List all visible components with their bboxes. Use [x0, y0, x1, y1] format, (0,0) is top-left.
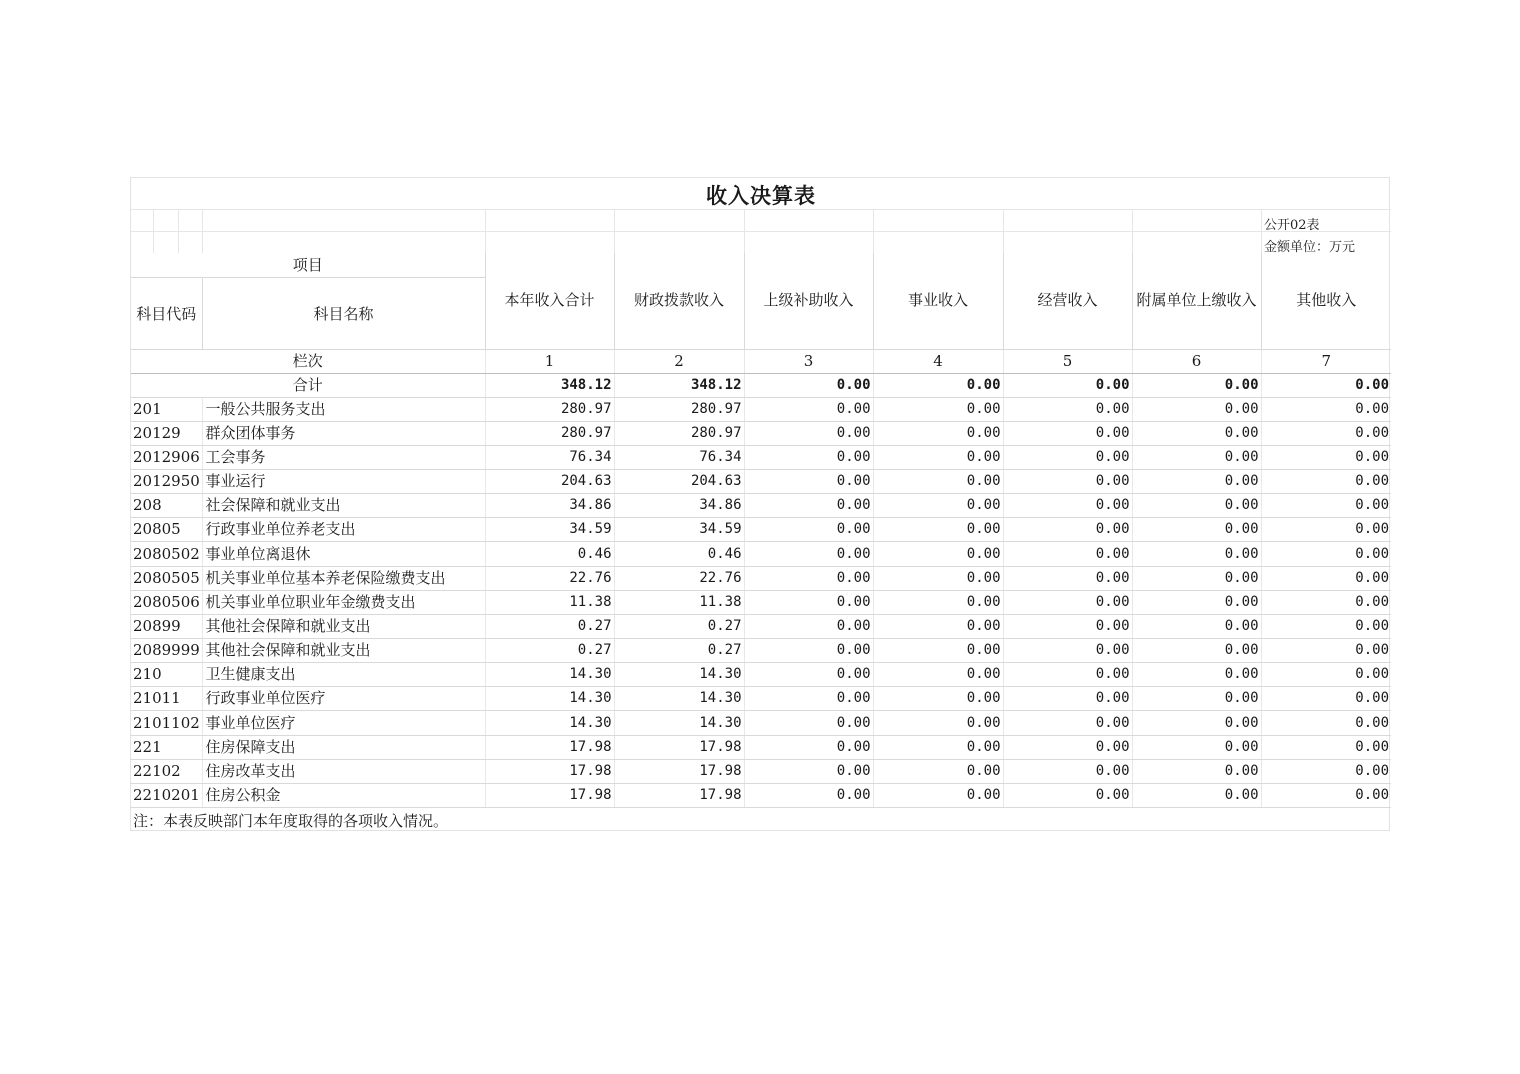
amount-cell: 14.30 [485, 687, 614, 711]
amount-cell: 0.00 [1132, 421, 1261, 445]
table-row [131, 663, 1391, 687]
column-index: 1 [485, 349, 614, 373]
table-row [131, 735, 1391, 759]
amount-cell: 22.76 [485, 566, 614, 590]
subject-name: 其他社会保障和就业支出 [202, 614, 485, 638]
amount-cell: 0.00 [873, 639, 1003, 663]
amount-cell: 0.00 [873, 494, 1003, 518]
amount-cell: 0.00 [1261, 470, 1391, 494]
total-row [131, 373, 1391, 397]
amount-cell: 0.00 [873, 518, 1003, 542]
amount-cell: 0.00 [1003, 445, 1132, 469]
amount-cell: 0.00 [1003, 590, 1132, 614]
amount-cell: 0.00 [1261, 518, 1391, 542]
amount-cell: 0.00 [1132, 445, 1261, 469]
header-col-5: 经营收入 [1003, 253, 1132, 349]
amount-cell: 0.00 [1261, 759, 1391, 783]
subject-code: 2080506 [131, 590, 202, 614]
amount-cell: 0.00 [744, 566, 873, 590]
amount-cell: 0.00 [1261, 445, 1391, 469]
subject-name: 机关事业单位职业年金缴费支出 [202, 590, 485, 614]
page-title: 收入决算表 [706, 184, 816, 208]
amount-cell: 0.00 [744, 663, 873, 687]
amount-cell: 0.00 [1132, 397, 1261, 421]
grid-line [153, 209, 154, 253]
subject-name: 住房保障支出 [202, 735, 485, 759]
amount-cell: 0.00 [1261, 566, 1391, 590]
amount-cell: 0.00 [873, 711, 1003, 735]
total-value: 348.12 [485, 373, 614, 397]
amount-cell: 17.98 [485, 783, 614, 807]
table-row [131, 687, 1391, 711]
amount-cell: 17.98 [614, 783, 744, 807]
amount-cell: 0.00 [1003, 566, 1132, 590]
header-col-6: 附属单位上缴收入 [1132, 253, 1261, 349]
column-index-label: 栏次 [131, 349, 485, 373]
amount-cell: 76.34 [614, 445, 744, 469]
column-index: 4 [873, 349, 1003, 373]
grid-line [178, 209, 179, 253]
amount-cell: 0.00 [873, 566, 1003, 590]
amount-cell: 0.00 [1261, 783, 1391, 807]
table-row [131, 759, 1391, 783]
subject-code: 221 [131, 735, 202, 759]
subject-name: 事业运行 [202, 470, 485, 494]
table-row [131, 445, 1391, 469]
table-row [131, 518, 1391, 542]
grid-line [873, 209, 874, 253]
amount-cell: 17.98 [485, 759, 614, 783]
amount-cell: 0.00 [873, 445, 1003, 469]
amount-cell: 0.27 [485, 639, 614, 663]
amount-cell: 0.00 [1003, 494, 1132, 518]
amount-cell: 0.00 [1261, 494, 1391, 518]
table-row [131, 494, 1391, 518]
amount-cell: 0.00 [1003, 639, 1132, 663]
amount-cell: 0.46 [485, 542, 614, 566]
amount-cell: 11.38 [485, 590, 614, 614]
header-col-2: 财政拨款收入 [614, 253, 744, 349]
amount-cell: 0.00 [1003, 470, 1132, 494]
subject-name: 一般公共服务支出 [202, 397, 485, 421]
income-table [131, 253, 1391, 808]
subject-code: 2080505 [131, 566, 202, 590]
amount-cell: 0.00 [744, 494, 873, 518]
amount-cell: 0.00 [744, 711, 873, 735]
amount-cell: 34.86 [614, 494, 744, 518]
amount-cell: 0.00 [1261, 614, 1391, 638]
amount-cell: 0.00 [873, 397, 1003, 421]
grid-line [1261, 209, 1262, 253]
amount-cell: 0.00 [1003, 711, 1132, 735]
amount-cell: 0.00 [1132, 639, 1261, 663]
subject-code: 2080502 [131, 542, 202, 566]
total-value: 0.00 [873, 373, 1003, 397]
amount-cell: 0.00 [1261, 711, 1391, 735]
amount-cell: 0.00 [744, 687, 873, 711]
grid-line [1132, 209, 1133, 253]
amount-cell: 0.00 [744, 542, 873, 566]
subject-code: 21011 [131, 687, 202, 711]
amount-cell: 0.00 [873, 470, 1003, 494]
amount-cell: 14.30 [614, 711, 744, 735]
amount-cell: 0.00 [744, 518, 873, 542]
amount-cell: 0.00 [744, 639, 873, 663]
amount-cell: 0.00 [1261, 590, 1391, 614]
form-number: 公开02表 [1264, 218, 1320, 233]
amount-cell: 14.30 [614, 687, 744, 711]
subject-code: 210 [131, 663, 202, 687]
table-row [131, 542, 1391, 566]
amount-cell: 14.30 [485, 711, 614, 735]
amount-cell: 0.00 [1003, 614, 1132, 638]
amount-cell: 0.00 [1132, 759, 1261, 783]
table-row [131, 470, 1391, 494]
amount-cell: 0.00 [873, 687, 1003, 711]
header-code: 科目代码 [131, 277, 202, 349]
amount-cell: 0.00 [873, 542, 1003, 566]
amount-cell: 0.00 [1132, 735, 1261, 759]
amount-cell: 0.00 [873, 421, 1003, 445]
table-row [131, 566, 1391, 590]
amount-cell: 280.97 [614, 421, 744, 445]
amount-cell: 14.30 [485, 663, 614, 687]
table-row [131, 783, 1391, 807]
table-row [131, 711, 1391, 735]
amount-cell: 0.00 [1132, 590, 1261, 614]
amount-cell: 280.97 [485, 421, 614, 445]
amount-cell: 204.63 [614, 470, 744, 494]
amount-cell: 280.97 [485, 397, 614, 421]
amount-cell: 22.76 [614, 566, 744, 590]
amount-cell: 17.98 [614, 735, 744, 759]
amount-cell: 0.00 [1261, 397, 1391, 421]
amount-cell: 0.00 [1261, 639, 1391, 663]
header-item: 项目 [131, 253, 485, 277]
amount-cell: 0.00 [744, 735, 873, 759]
amount-cell: 11.38 [614, 590, 744, 614]
amount-cell: 34.86 [485, 494, 614, 518]
column-index: 3 [744, 349, 873, 373]
amount-cell: 0.00 [1132, 494, 1261, 518]
amount-cell: 0.00 [1132, 470, 1261, 494]
amount-cell: 0.00 [1003, 687, 1132, 711]
amount-cell: 17.98 [485, 735, 614, 759]
amount-cell: 0.00 [1003, 397, 1132, 421]
subject-name: 机关事业单位基本养老保险缴费支出 [202, 566, 485, 590]
subject-name: 群众团体事务 [202, 421, 485, 445]
header-col-3: 上级补助收入 [744, 253, 873, 349]
column-index: 7 [1261, 349, 1391, 373]
total-value: 0.00 [1003, 373, 1132, 397]
amount-cell: 0.00 [744, 590, 873, 614]
total-value: 0.00 [1261, 373, 1391, 397]
amount-cell: 0.00 [1003, 783, 1132, 807]
amount-cell: 34.59 [485, 518, 614, 542]
total-value: 0.00 [744, 373, 873, 397]
subject-code: 20129 [131, 421, 202, 445]
amount-cell: 0.00 [1261, 663, 1391, 687]
subject-name: 住房公积金 [202, 783, 485, 807]
amount-cell: 0.00 [1261, 542, 1391, 566]
amount-cell: 0.00 [1003, 663, 1132, 687]
amount-cell: 0.00 [1132, 663, 1261, 687]
amount-cell: 0.00 [1261, 735, 1391, 759]
column-index: 6 [1132, 349, 1261, 373]
amount-cell: 204.63 [485, 470, 614, 494]
subject-name: 工会事务 [202, 445, 485, 469]
subject-name: 卫生健康支出 [202, 663, 485, 687]
table-row [131, 397, 1391, 421]
header-col-7: 其他收入 [1261, 253, 1391, 349]
subject-name: 行政事业单位医疗 [202, 687, 485, 711]
amount-cell: 0.00 [744, 759, 873, 783]
subject-code: 20805 [131, 518, 202, 542]
subject-code: 22102 [131, 759, 202, 783]
amount-cell: 0.00 [1003, 542, 1132, 566]
amount-cell: 17.98 [614, 759, 744, 783]
amount-cell: 0.00 [744, 614, 873, 638]
subject-name: 行政事业单位养老支出 [202, 518, 485, 542]
subject-code: 2101102 [131, 711, 202, 735]
grid-line [202, 209, 203, 253]
amount-cell: 0.00 [1003, 759, 1132, 783]
amount-cell: 0.00 [1132, 711, 1261, 735]
amount-cell: 0.00 [873, 759, 1003, 783]
column-index: 2 [614, 349, 744, 373]
total-label: 合计 [131, 373, 485, 397]
column-index: 5 [1003, 349, 1132, 373]
amount-cell: 280.97 [614, 397, 744, 421]
amount-cell: 0.27 [485, 614, 614, 638]
amount-cell: 0.00 [873, 590, 1003, 614]
amount-cell: 0.00 [1132, 687, 1261, 711]
amount-cell: 14.30 [614, 663, 744, 687]
grid-line [485, 209, 486, 253]
amount-cell: 0.00 [1132, 518, 1261, 542]
amount-cell: 0.00 [744, 397, 873, 421]
amount-cell: 0.00 [873, 735, 1003, 759]
table-note: 注：本表反映部门本年度取得的各项收入情况。 [133, 812, 449, 830]
header-col-4: 事业收入 [873, 253, 1003, 349]
amount-cell: 0.00 [1261, 687, 1391, 711]
grid-line [131, 231, 1391, 232]
amount-cell: 0.00 [744, 421, 873, 445]
amount-cell: 0.00 [1132, 614, 1261, 638]
header-name: 科目名称 [202, 277, 485, 349]
total-value: 0.00 [1132, 373, 1261, 397]
grid-line [744, 209, 745, 253]
table-row [131, 639, 1391, 663]
income-final-account-sheet [130, 177, 1390, 831]
grid-line [614, 209, 615, 253]
amount-cell: 0.00 [1132, 566, 1261, 590]
amount-cell: 0.00 [1132, 783, 1261, 807]
amount-cell: 0.27 [614, 639, 744, 663]
subject-name: 事业单位医疗 [202, 711, 485, 735]
amount-cell: 0.00 [744, 470, 873, 494]
amount-cell: 0.00 [744, 445, 873, 469]
amount-unit: 金额单位：万元 [1264, 240, 1356, 255]
amount-cell: 0.00 [873, 663, 1003, 687]
subject-code: 2012906 [131, 445, 202, 469]
table-row [131, 614, 1391, 638]
subject-code: 2210201 [131, 783, 202, 807]
amount-cell: 0.00 [1003, 735, 1132, 759]
grid-line [1003, 209, 1004, 253]
subject-code: 208 [131, 494, 202, 518]
table-row [131, 421, 1391, 445]
amount-cell: 0.00 [1003, 518, 1132, 542]
subject-code: 201 [131, 397, 202, 421]
total-value: 348.12 [614, 373, 744, 397]
subject-code: 2012950 [131, 470, 202, 494]
amount-cell: 0.00 [1261, 421, 1391, 445]
amount-cell: 0.00 [1003, 421, 1132, 445]
amount-cell: 0.00 [873, 783, 1003, 807]
subject-code: 20899 [131, 614, 202, 638]
amount-cell: 0.00 [744, 783, 873, 807]
amount-cell: 0.27 [614, 614, 744, 638]
subject-name: 社会保障和就业支出 [202, 494, 485, 518]
subject-name: 其他社会保障和就业支出 [202, 639, 485, 663]
amount-cell: 0.00 [873, 614, 1003, 638]
amount-cell: 76.34 [485, 445, 614, 469]
amount-cell: 34.59 [614, 518, 744, 542]
amount-cell: 0.00 [1132, 542, 1261, 566]
subject-name: 住房改革支出 [202, 759, 485, 783]
amount-cell: 0.46 [614, 542, 744, 566]
grid-line [131, 209, 1391, 210]
table-row [131, 590, 1391, 614]
subject-code: 2089999 [131, 639, 202, 663]
subject-name: 事业单位离退休 [202, 542, 485, 566]
header-col-1: 本年收入合计 [485, 253, 614, 349]
